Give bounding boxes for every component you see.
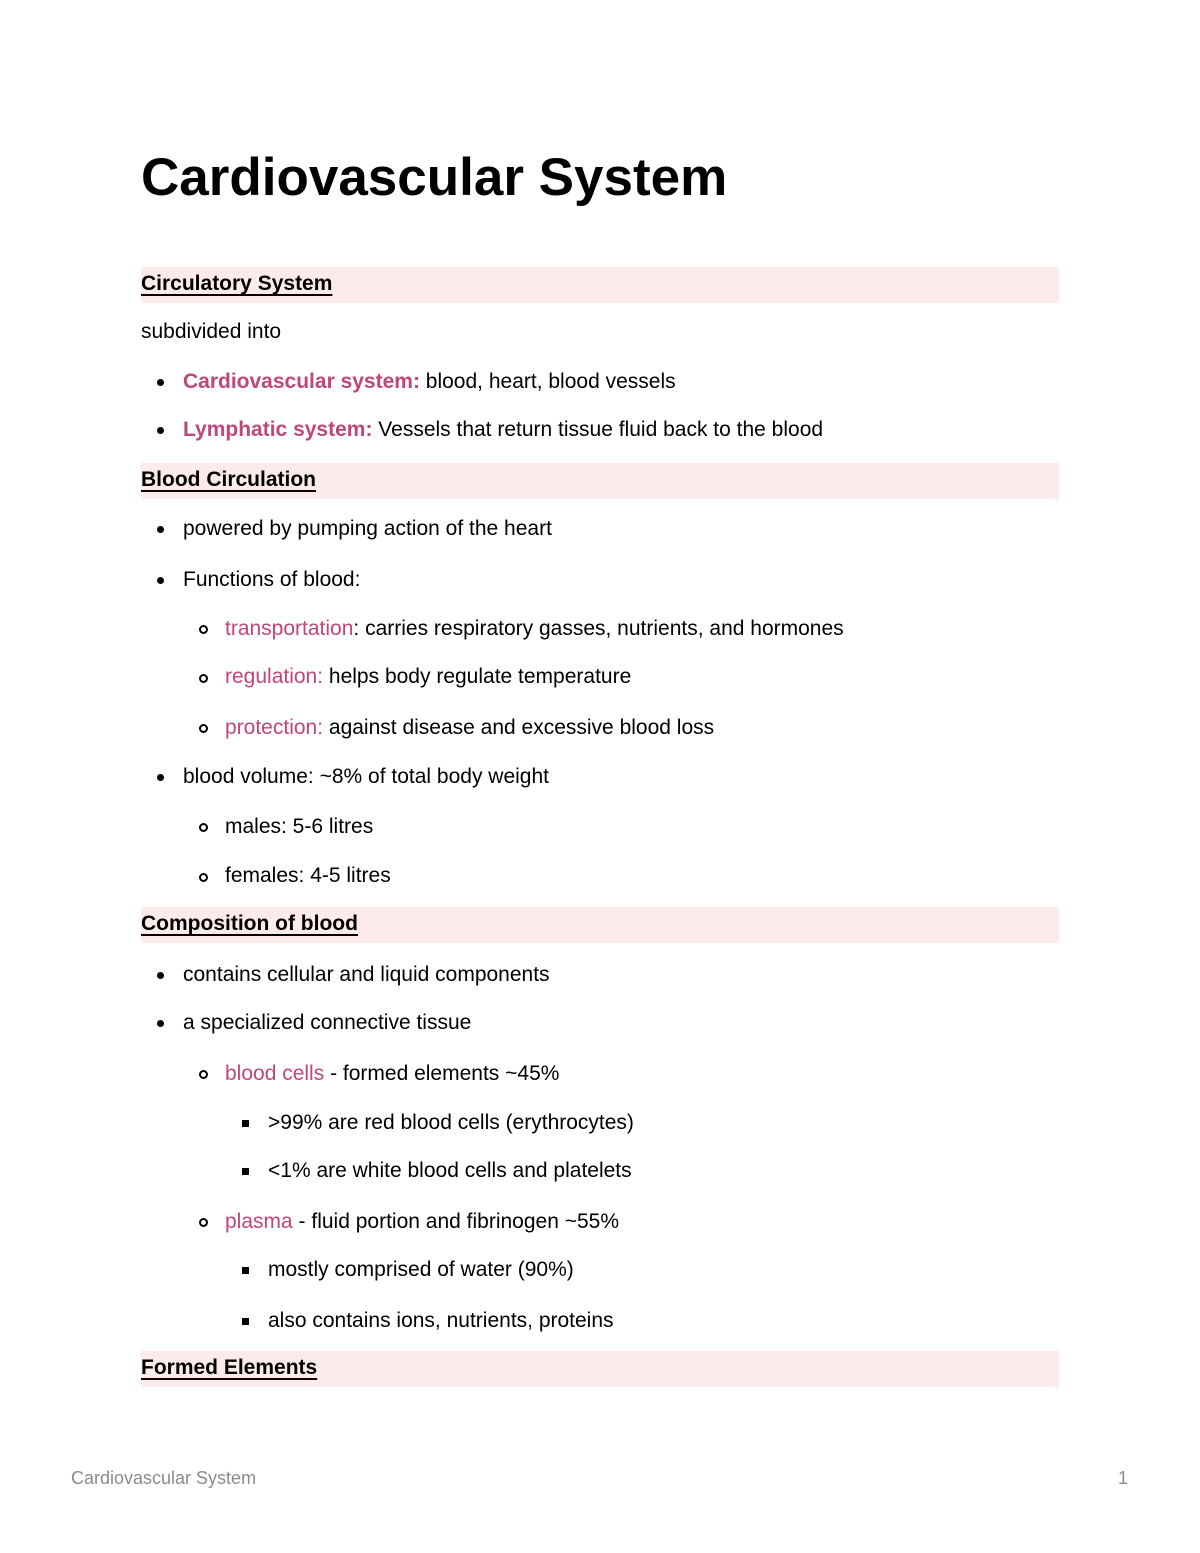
bullet-square-icon [242,1318,249,1325]
section-heading-circulatory-system [141,267,1059,303]
bullet-disc-icon [157,379,164,386]
list-item-text: Vessels that return tissue fluid back to the blood [372,418,824,441]
bullet-disc-icon [157,427,164,434]
section-heading-blood-circulation [141,463,1059,499]
list-item [225,663,631,691]
bullet-circle-icon [199,823,208,832]
bullet-circle-icon [199,1070,208,1079]
term-label: transportation [225,617,354,640]
section-heading-label: Composition of blood [141,912,358,935]
list-item-text: - fluid portion and fibrinogen ~55% [292,1210,620,1233]
bullet-circle-icon [199,724,208,733]
list-item-text: - formed elements ~45% [324,1062,560,1085]
list-item-text: blood, heart, blood vessels [419,370,676,393]
list-item: >99% are red blood cells (erythrocytes) [268,1111,634,1134]
bullet-square-icon [242,1267,249,1274]
list-item: blood volume: ~8% of total body weight [183,765,549,788]
list-item: males: 5-6 litres [225,815,374,838]
list-item [183,368,676,396]
list-item [225,1208,619,1236]
term-label: Lymphatic system: [183,418,373,441]
bullet-circle-icon [199,625,208,634]
bullet-disc-icon [157,577,164,584]
list-item: <1% are white blood cells and platelets [268,1159,632,1182]
bullet-disc-icon [157,526,164,533]
list-item: also contains ions, nutrients, proteins [268,1309,614,1332]
list-item: powered by pumping action of the heart [183,517,552,540]
section-heading-label: Formed Elements [141,1356,318,1379]
footer-title: Cardiovascular System [71,1468,257,1488]
list-item [225,1060,559,1088]
list-item-text: against disease and excessive blood loss [323,716,715,739]
section-heading-label: Circulatory System [141,272,333,295]
section-heading-composition-of-blood [141,907,1059,943]
section-heading-label: Blood Circulation [141,468,316,491]
list-item-text: helps body regulate temperature [323,665,632,688]
bullet-circle-icon [199,1218,208,1227]
list-item: Functions of blood: [183,568,361,591]
page-number: 1 [1117,1468,1128,1488]
bullet-circle-icon [199,674,208,683]
list-item [225,615,844,643]
page-title: Cardiovascular System [141,148,728,207]
list-item: a specialized connective tissue [183,1011,472,1034]
bullet-square-icon [242,1168,249,1175]
list-item-text: : carries respiratory gasses, nutrients, and hormones [353,617,844,640]
list-item: mostly comprised of water (90%) [268,1258,574,1281]
term-label: Cardiovascular system: [183,370,420,393]
term-label: plasma [225,1210,293,1233]
bullet-disc-icon [157,774,164,781]
term-label: protection: [225,716,324,739]
bullet-square-icon [242,1120,249,1127]
list-item [225,714,714,742]
term-label: regulation: [225,665,324,688]
section-heading-formed-elements [141,1351,1059,1387]
list-item: contains cellular and liquid components [183,963,550,986]
bullet-disc-icon [157,972,164,979]
term-label: blood cells [225,1062,325,1085]
list-item [183,416,823,444]
paragraph-subdivided: subdivided into [141,320,282,343]
list-item: females: 4-5 litres [225,864,391,887]
bullet-circle-icon [199,873,208,882]
bullet-disc-icon [157,1020,164,1027]
